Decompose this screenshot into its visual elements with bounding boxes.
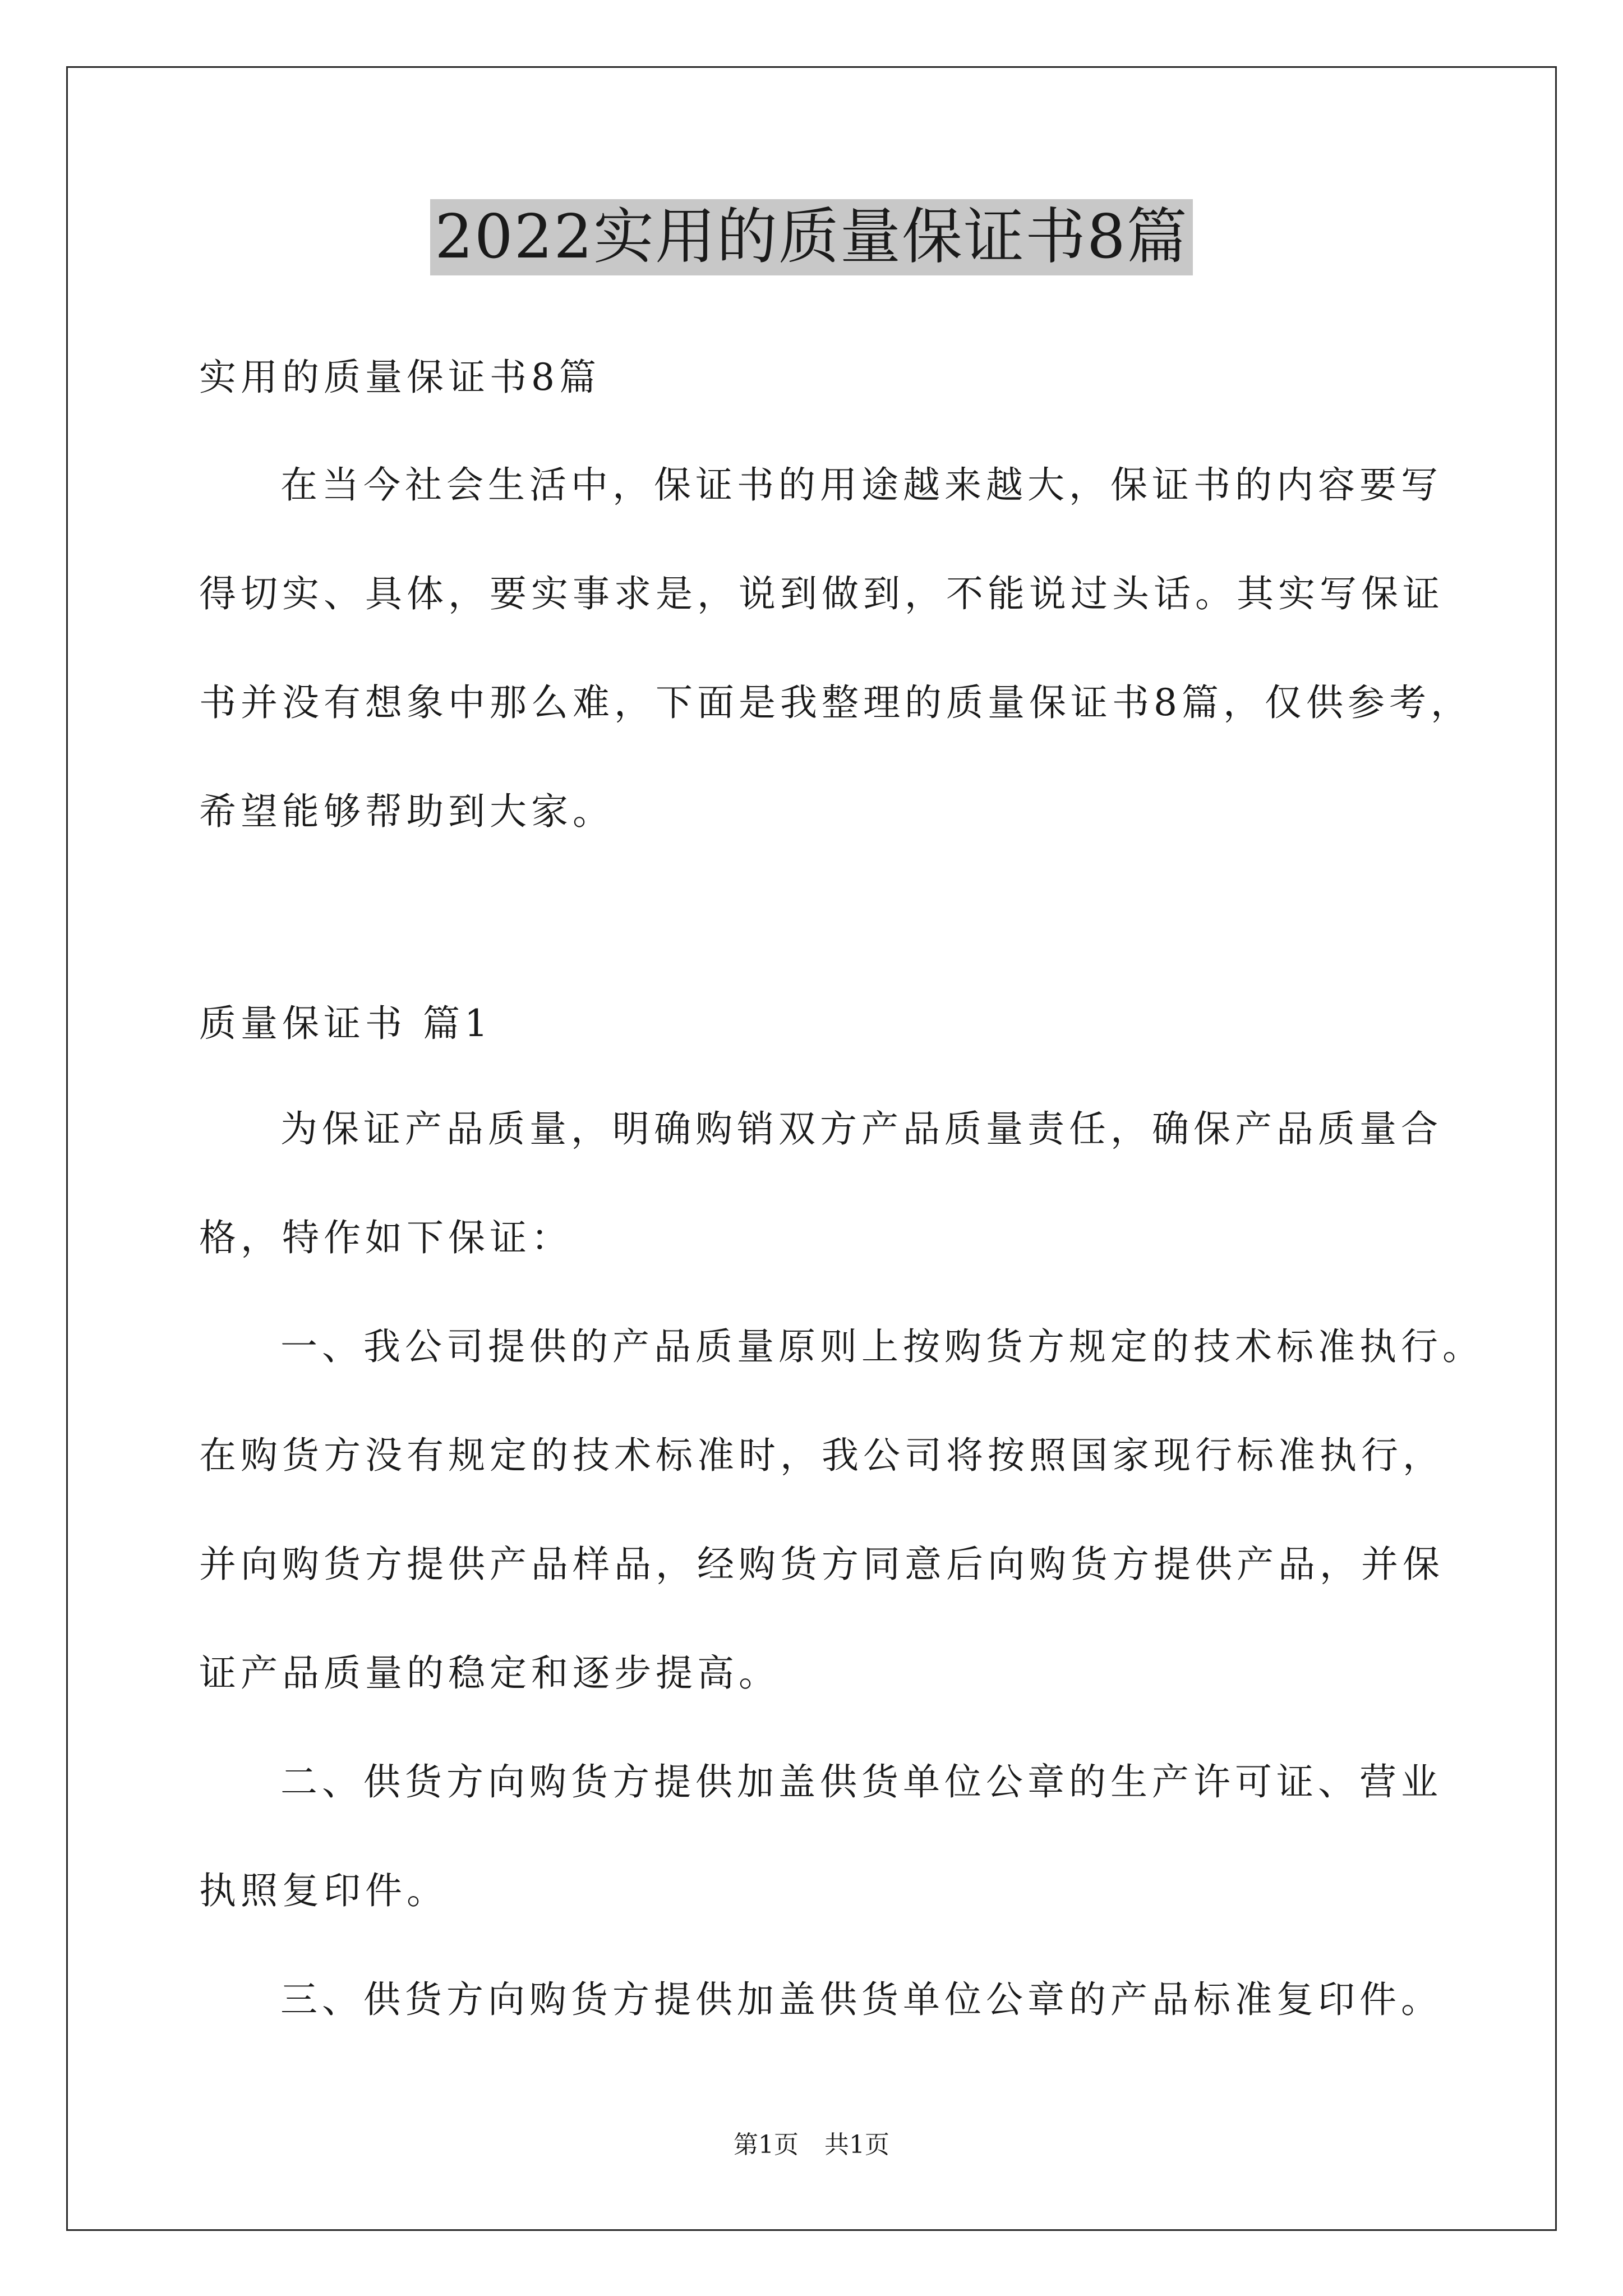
intro-line: 书并没有想象中那么难，下面是我整理的质量保证书8篇，仅供参考，: [199, 681, 1472, 724]
body-line: 一、我公司提供的产品质量原则上按购货方规定的技术标准执行。: [280, 1325, 1484, 1368]
intro-line: 希望能够帮助到大家。: [199, 790, 614, 833]
body-line: 三、供货方向购货方提供加盖供货单位公章的产品标准复印件。: [280, 1978, 1442, 2021]
body-line: 格，特作如下保证：: [199, 1216, 573, 1259]
body-line: 执照复印件。: [199, 1869, 448, 1912]
body-line: 二、供货方向购货方提供加盖供货单位公章的生产许可证、营业: [280, 1760, 1442, 1803]
document-subtitle: 实用的质量保证书8篇: [199, 356, 601, 399]
body-line: 在购货方没有规定的技术标准时，我公司将按照国家现行标准执行，: [199, 1434, 1444, 1477]
page-footer: [0, 2128, 1623, 2162]
title-container: [0, 199, 1623, 275]
intro-line: 在当今社会生活中，保证书的用途越来越大，保证书的内容要写: [280, 463, 1442, 507]
section-heading: 质量保证书 篇1: [199, 1002, 492, 1045]
page-total: 共1页: [824, 2131, 889, 2159]
page-number: 第1页: [734, 2131, 799, 2159]
body-line: 为保证产品质量，明确购销双方产品质量责任，确保产品质量合: [280, 1107, 1442, 1151]
intro-line: 得切实、具体，要实事求是，说到做到，不能说过头话。其实写保证: [199, 572, 1444, 615]
body-line: 证产品质量的稳定和逐步提高。: [199, 1651, 780, 1695]
document-title: 2022实用的质量保证书8篇: [430, 199, 1193, 275]
body-line: 并向购货方提供产品样品，经购货方同意后向购货方提供产品，并保: [199, 1543, 1444, 1586]
